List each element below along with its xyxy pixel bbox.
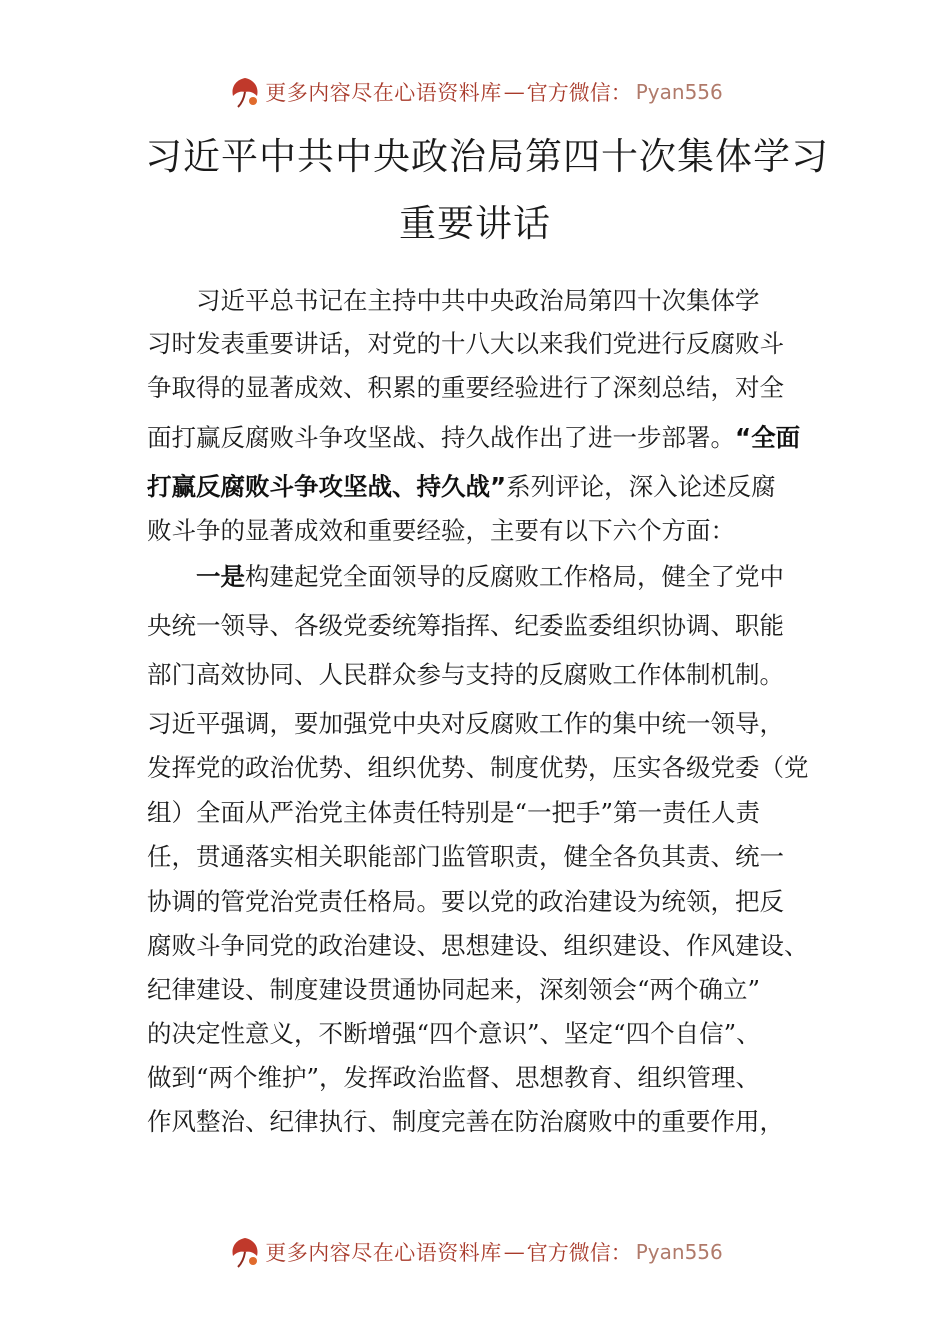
body-line: 习近平强调，要加强党中央对反腐败工作的集中统一领导， — [147, 709, 784, 738]
body-line: 部门高效协同、人民群众参与支持的反腐败工作体制机制。 — [147, 660, 784, 689]
watermark-wechat-label: 官方微信： — [526, 81, 632, 105]
body-line: 做到“两个维护”，发挥政治监督、思想教育、组织管理、 — [147, 1063, 761, 1092]
body-line — [147, 465, 776, 509]
body-line — [196, 555, 784, 599]
watermark-wechat-id: Pyan556 — [635, 80, 723, 104]
body-text: 系列评论，深入论述反腐 — [506, 472, 776, 501]
body-line: 习近平总书记在主持中共中央政治局第四十次集体学 — [196, 286, 760, 315]
body-line: 纪律建设、制度建设贯通协同起来，深刻领会“两个确立” — [147, 975, 761, 1004]
watermark-text: 更多内容尽在心语资料库 — [265, 81, 502, 105]
body-text: 面打赢反腐败斗争攻坚战、持久战作出了进一步部署。 — [147, 423, 735, 452]
document-title-line-1: 习近平中共中央政治局第四十次集体学习 — [145, 135, 829, 178]
body-line: 任，贯通落实相关职能部门监管职责，健全各负其责、统一 — [147, 842, 784, 871]
body-line: 的决定性意义，不断增强“四个意识”、坚定“四个自信”、 — [147, 1019, 761, 1048]
body-line: 作风整治、纪律执行、制度完善在防治腐败中的重要作用， — [147, 1107, 784, 1136]
watermark-separator: — — [503, 80, 525, 104]
body-line: 组）全面从严治党主体责任特别是“一把手”第一责任人责 — [147, 798, 761, 827]
ginkgo-logo-icon — [227, 74, 263, 110]
series-title-bold: “全面 — [735, 423, 801, 452]
watermark-text: 更多内容尽在心语资料库 — [265, 1241, 502, 1265]
ginkgo-logo-icon — [227, 1234, 263, 1270]
body-line: 争取得的显著成效、积累的重要经验进行了深刻总结，对全 — [147, 373, 784, 402]
body-text: 构建起党全面领导的反腐败工作格局，健全了党中 — [245, 562, 784, 591]
body-line: 央统一领导、各级党委统筹指挥、纪委监委组织协调、职能 — [147, 611, 784, 640]
watermark-wechat-label: 官方微信： — [526, 1241, 632, 1265]
body-line: 败斗争的显著成效和重要经验，主要有以下六个方面： — [147, 516, 735, 545]
watermark-wechat-id: Pyan556 — [635, 1240, 723, 1264]
document-title-line-2: 重要讲话 — [399, 202, 551, 245]
series-title-bold: 打赢反腐败斗争攻坚战、持久战” — [147, 472, 507, 501]
body-line: 习时发表重要讲话，对党的十八大以来我们党进行反腐败斗 — [147, 329, 784, 358]
body-line: 协调的管党治党责任格局。要以党的政治建设为统领，把反 — [147, 887, 784, 916]
body-line: 腐败斗争同党的政治建设、思想建设、组织建设、作风建设、 — [147, 931, 809, 960]
watermark-banner-top — [0, 72, 950, 112]
watermark-separator: — — [503, 1240, 525, 1264]
watermark-banner-bottom — [0, 1232, 950, 1272]
point-label: 一是 — [196, 562, 245, 591]
body-line: 发挥党的政治优势、组织优势、制度优势，压实各级党委（党 — [147, 753, 809, 782]
body-line — [147, 416, 800, 460]
